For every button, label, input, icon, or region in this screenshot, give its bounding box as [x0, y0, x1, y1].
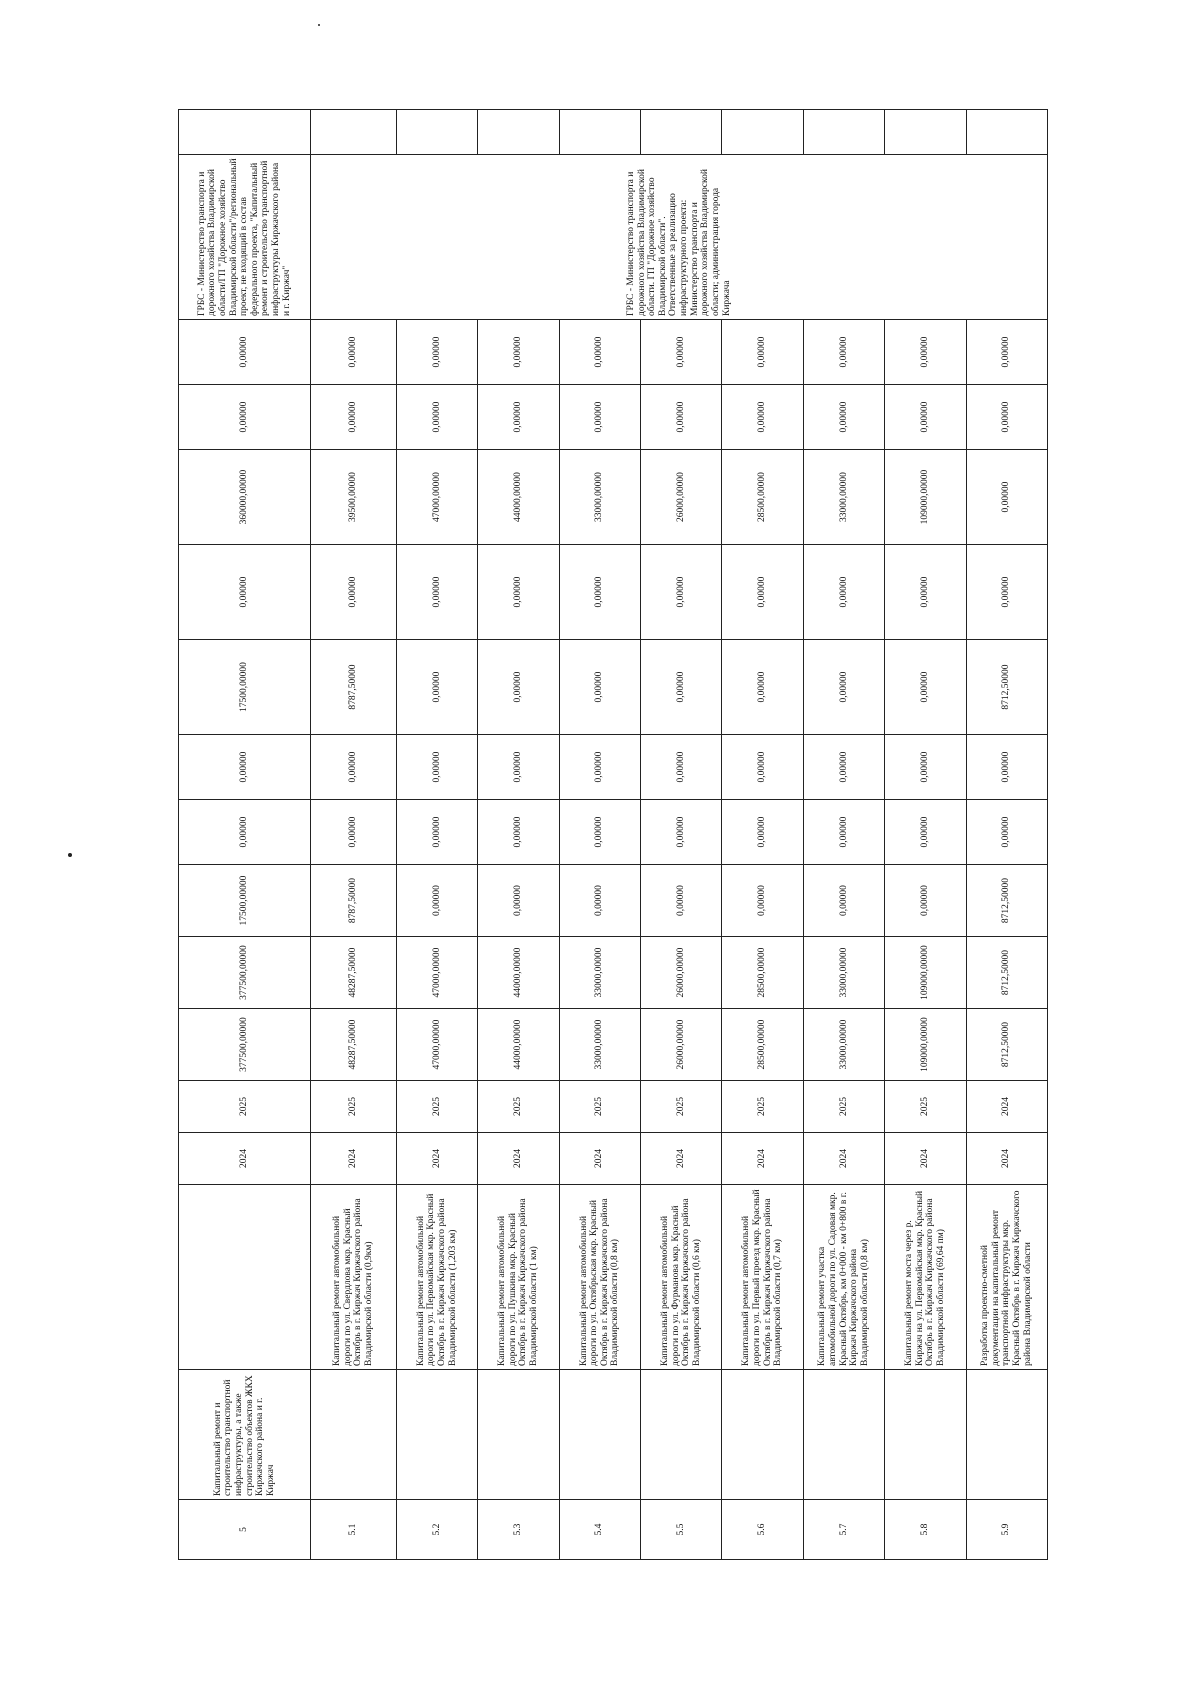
value-2: 377500,00000	[179, 937, 311, 1009]
value-6: 0,00000	[803, 640, 884, 735]
value-4: 0,00000	[478, 800, 559, 865]
value-4: 0,00000	[179, 800, 311, 865]
value-8: 33000,00000	[559, 450, 640, 545]
value-8: 26000,00000	[640, 450, 721, 545]
empty-cell	[311, 110, 397, 155]
start-year: 2024	[396, 1133, 477, 1185]
value-4: 0,00000	[396, 800, 477, 865]
value-7: 0,00000	[478, 545, 559, 640]
value-4: 0,00000	[966, 800, 1047, 865]
value-6: 0,00000	[722, 640, 803, 735]
value-2: 109000,00000	[885, 937, 966, 1009]
value-3: 0,00000	[722, 865, 803, 937]
value-6: 8787,50000	[311, 640, 397, 735]
measure-name: Капитальный ремонт и строительство транспортной инфраструктуры, а также строительство объектов ЖКХ Киржачского района и г. Киржач	[179, 1370, 311, 1500]
value-10: 0,00000	[885, 320, 966, 385]
empty-cell	[559, 110, 640, 155]
value-5: 0,00000	[640, 735, 721, 800]
value-5: 0,00000	[966, 735, 1047, 800]
table-row	[311, 110, 397, 1560]
start-year: 2024	[722, 1133, 803, 1185]
value-9: 0,00000	[179, 385, 311, 450]
value-3: 0,00000	[803, 865, 884, 937]
start-year: 2024	[640, 1133, 721, 1185]
value-10: 0,00000	[179, 320, 311, 385]
value-9: 0,00000	[478, 385, 559, 450]
object-description: Капитальный ремонт автомобильной дороги по ул. Пушкина мкр. Красный Октябрь в г. Киржач Киржачского района Владимирской области (1 км)	[478, 1185, 559, 1370]
value-3: 8712,50000	[966, 865, 1047, 937]
row-number: 5.7	[803, 1500, 884, 1560]
value-1: 33000,00000	[559, 1009, 640, 1081]
value-8: 44000,00000	[478, 450, 559, 545]
value-4: 0,00000	[722, 800, 803, 865]
object-description: Капитальный ремонт моста через р. Киржач на ул. Первомайская мкр. Красный Октябрь в г. Киржач Киржачского района Владимирской области (69,64 пм)	[885, 1185, 966, 1370]
value-1: 47000,00000	[396, 1009, 477, 1081]
table-row	[179, 110, 311, 1560]
value-7: 0,00000	[311, 545, 397, 640]
end-year: 2025	[478, 1081, 559, 1133]
empty-cell	[179, 110, 311, 155]
measure-name	[803, 1370, 884, 1500]
value-9: 0,00000	[559, 385, 640, 450]
value-1: 28500,00000	[722, 1009, 803, 1081]
value-8: 39500,00000	[311, 450, 397, 545]
value-5: 0,00000	[722, 735, 803, 800]
scan-speck-top	[318, 24, 320, 26]
measure-name	[311, 1370, 397, 1500]
value-1: 26000,00000	[640, 1009, 721, 1081]
value-5: 0,00000	[803, 735, 884, 800]
row-number: 5.9	[966, 1500, 1047, 1560]
value-2: 33000,00000	[803, 937, 884, 1009]
end-year: 2025	[179, 1081, 311, 1133]
value-2: 48287,50000	[311, 937, 397, 1009]
value-3: 8787,50000	[311, 865, 397, 937]
start-year: 2024	[179, 1133, 311, 1185]
value-10: 0,00000	[722, 320, 803, 385]
empty-cell	[478, 110, 559, 155]
value-2: 8712,50000	[966, 937, 1047, 1009]
value-10: 0,00000	[803, 320, 884, 385]
value-7: 0,00000	[179, 545, 311, 640]
end-year: 2025	[722, 1081, 803, 1133]
rotated-table-frame	[178, 150, 1048, 1560]
table-row	[559, 110, 640, 1560]
table-row	[722, 110, 803, 1560]
value-1: 8712,50000	[966, 1009, 1047, 1081]
value-5: 0,00000	[396, 735, 477, 800]
measure-name	[722, 1370, 803, 1500]
value-9: 0,00000	[885, 385, 966, 450]
end-year: 2025	[396, 1081, 477, 1133]
value-6: 0,00000	[396, 640, 477, 735]
object-description: Капитальный ремонт автомобильной дороги по ул. Первомайская мкр. Красный Октябрь в г. Киржач Киржачского района Владимирской области (1,203 км)	[396, 1185, 477, 1370]
value-9: 0,00000	[722, 385, 803, 450]
empty-cell	[966, 110, 1047, 155]
table-row	[478, 110, 559, 1560]
value-9: 0,00000	[803, 385, 884, 450]
value-3: 0,00000	[559, 865, 640, 937]
measure-name	[966, 1370, 1047, 1500]
start-year: 2024	[966, 1133, 1047, 1185]
value-10: 0,00000	[396, 320, 477, 385]
value-6: 0,00000	[478, 640, 559, 735]
value-3: 0,00000	[478, 865, 559, 937]
value-4: 0,00000	[559, 800, 640, 865]
row-number: 5.3	[478, 1500, 559, 1560]
value-6: 0,00000	[885, 640, 966, 735]
start-year: 2024	[559, 1133, 640, 1185]
measure-name	[885, 1370, 966, 1500]
measure-name	[559, 1370, 640, 1500]
value-1: 33000,00000	[803, 1009, 884, 1081]
value-1: 109000,00000	[885, 1009, 966, 1081]
row-number: 5.2	[396, 1500, 477, 1560]
object-description: Капитальный ремонт автомобильной дороги по ул. Фурманова мкр. Красный Октябрь в г. Киржач Киржачского района Владимирской области (0,6 км)	[640, 1185, 721, 1370]
empty-cell	[722, 110, 803, 155]
value-9: 0,00000	[311, 385, 397, 450]
value-2: 47000,00000	[396, 937, 477, 1009]
value-9: 0,00000	[396, 385, 477, 450]
object-description	[179, 1185, 311, 1370]
empty-cell	[640, 110, 721, 155]
value-8: 28500,00000	[722, 450, 803, 545]
value-5: 0,00000	[885, 735, 966, 800]
row-number: 5.8	[885, 1500, 966, 1560]
value-1: 377500,00000	[179, 1009, 311, 1081]
value-8: 109000,00000	[885, 450, 966, 545]
value-3: 17500,00000	[179, 865, 311, 937]
measure-name	[640, 1370, 721, 1500]
value-10: 0,00000	[478, 320, 559, 385]
row-number: 5.1	[311, 1500, 397, 1560]
value-8: 47000,00000	[396, 450, 477, 545]
measure-name	[396, 1370, 477, 1500]
value-10: 0,00000	[640, 320, 721, 385]
start-year: 2024	[478, 1133, 559, 1185]
value-10: 0,00000	[311, 320, 397, 385]
responsible: ГРБС - Министерство транспорта и дорожного хозяйства Владимирской области. ГП "Дорожное хозяйство Владимирской области". Ответственные за реализацию инфраструктурного проекта: Министерство транспорта и дорожного хозяйства Владимирской области; администрация города Киржача	[311, 155, 1048, 320]
row-number: 5	[179, 1500, 311, 1560]
value-1: 48287,50000	[311, 1009, 397, 1081]
value-3: 0,00000	[640, 865, 721, 937]
value-10: 0,00000	[559, 320, 640, 385]
value-6: 17500,00000	[179, 640, 311, 735]
start-year: 2024	[311, 1133, 397, 1185]
value-5: 0,00000	[559, 735, 640, 800]
value-6: 0,00000	[640, 640, 721, 735]
value-3: 0,00000	[396, 865, 477, 937]
end-year: 2025	[311, 1081, 397, 1133]
end-year: 2025	[885, 1081, 966, 1133]
table-row	[396, 110, 477, 1560]
value-5: 0,00000	[478, 735, 559, 800]
object-description: Капитальный ремонт участка автомобильной дороги по ул. Садовая мкр. Красный Октябрь, км 0+000 - км 0+800 в г. Киржач Киржачского района Владимирской области (0,8 км)	[803, 1185, 884, 1370]
measure-name	[478, 1370, 559, 1500]
value-8: 33000,00000	[803, 450, 884, 545]
table-row	[640, 110, 721, 1560]
value-7: 0,00000	[640, 545, 721, 640]
end-year: 2025	[559, 1081, 640, 1133]
value-8: 0,00000	[966, 450, 1047, 545]
value-2: 33000,00000	[559, 937, 640, 1009]
object-description: Капитальный ремонт автомобильной дороги по ул. Первый проезд мкр. Красный Октябрь в г. Киржач Киржачского района Владимирской области (0,7 км)	[722, 1185, 803, 1370]
table-row	[803, 110, 884, 1560]
value-6: 8712,50000	[966, 640, 1047, 735]
value-2: 44000,00000	[478, 937, 559, 1009]
table-row	[966, 110, 1047, 1560]
empty-cell	[396, 110, 477, 155]
end-year: 2024	[966, 1081, 1047, 1133]
value-7: 0,00000	[803, 545, 884, 640]
value-2: 28500,00000	[722, 937, 803, 1009]
start-year: 2024	[885, 1133, 966, 1185]
object-description: Капитальный ремонт автомобильной дороги по ул. Октябрьская мкр. Красный Октябрь в г. Киржач Киржачского района Владимирской области (0,8 км)	[559, 1185, 640, 1370]
end-year: 2025	[640, 1081, 721, 1133]
scan-speck	[68, 853, 72, 857]
row-number: 5.6	[722, 1500, 803, 1560]
object-description: Капитальный ремонт автомобильной дороги по ул. Свердлова мкр. Красный Октябрь в г. Киржач Киржачского района Владимирской области (0,9км)	[311, 1185, 397, 1370]
empty-cell	[803, 110, 884, 155]
responsible: ГРБС - Министерство транспорта и дорожного хозяйства Владимирской области/ГП "Дорожное хозяйство Владимирской области"/региональный проект, не входящий в состав федерального проекта, "Капитальный ремонт и строительство транспортной инфраструктуры Киржачского района и г. Киржач"	[179, 155, 311, 320]
table-row	[885, 110, 966, 1560]
object-description: Разработка проектно-сметной документации на капитальный ремонт транспортной инфраструктуры мкр. Красный Октябрь в г. Киржач Киржачского района Владимирской области	[966, 1185, 1047, 1370]
empty-cell	[885, 110, 966, 155]
end-year: 2025	[803, 1081, 884, 1133]
value-7: 0,00000	[966, 545, 1047, 640]
value-10: 0,00000	[966, 320, 1047, 385]
value-3: 0,00000	[885, 865, 966, 937]
value-2: 26000,00000	[640, 937, 721, 1009]
value-4: 0,00000	[640, 800, 721, 865]
row-number: 5.4	[559, 1500, 640, 1560]
value-6: 0,00000	[559, 640, 640, 735]
start-year: 2024	[803, 1133, 884, 1185]
value-5: 0,00000	[311, 735, 397, 800]
value-7: 0,00000	[885, 545, 966, 640]
program-table	[178, 109, 1048, 1560]
value-7: 0,00000	[722, 545, 803, 640]
value-4: 0,00000	[885, 800, 966, 865]
value-7: 0,00000	[559, 545, 640, 640]
value-1: 44000,00000	[478, 1009, 559, 1081]
value-8: 360000,00000	[179, 450, 311, 545]
value-7: 0,00000	[396, 545, 477, 640]
row-number: 5.5	[640, 1500, 721, 1560]
value-9: 0,00000	[640, 385, 721, 450]
value-5: 0,00000	[179, 735, 311, 800]
value-4: 0,00000	[803, 800, 884, 865]
value-9: 0,00000	[966, 385, 1047, 450]
value-4: 0,00000	[311, 800, 397, 865]
